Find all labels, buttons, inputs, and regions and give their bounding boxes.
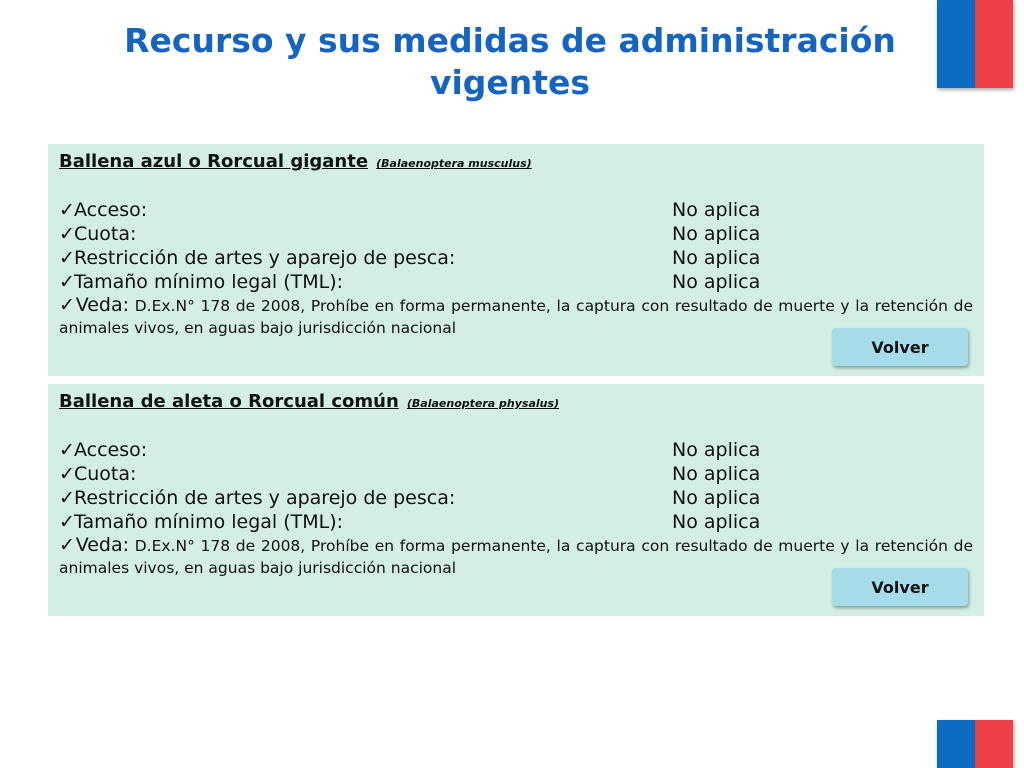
species-header — [59, 151, 532, 172]
flag-red-stripe — [975, 720, 1013, 768]
veda-text: D.Ex.N° 178 de 2008, Prohíbe en forma permanente, la captura con resultado de muerte y la retención de animales vivos, en aguas bajo jurisdicción nacional — [59, 297, 973, 337]
measure-row-tml — [59, 510, 979, 534]
measure-value: No aplica — [672, 247, 761, 269]
page-title-line1: Recurso y sus medidas de administración — [124, 21, 896, 60]
measure-label: Restricción de artes y aparejo de pesca: — [74, 487, 456, 509]
measure-label: Restricción de artes y aparejo de pesca: — [74, 247, 456, 269]
scientific-name: (Balaenoptera musculus) — [376, 157, 532, 170]
volver-button[interactable]: Volver — [832, 328, 968, 366]
measure-label: Tamaño mínimo legal (TML): — [74, 271, 344, 293]
chile-flag-logo-top — [937, 0, 1013, 88]
volver-button[interactable]: Volver — [832, 568, 968, 606]
veda-label: Veda: — [75, 534, 130, 556]
flag-blue-stripe — [937, 0, 975, 88]
checkmark-icon: ✓ — [59, 223, 75, 245]
measure-value: No aplica — [672, 487, 761, 509]
species-name: Ballena de aleta o Rorcual común — [59, 391, 399, 412]
flag-red-stripe — [975, 0, 1013, 88]
measure-label: Cuota: — [74, 463, 137, 485]
species-card-ballena-aleta — [48, 384, 984, 616]
page-title-line2: vigentes — [429, 63, 591, 102]
checkmark-icon: ✓ — [59, 463, 75, 485]
measure-row-restriccion — [59, 246, 979, 270]
measure-row-cuota — [59, 222, 979, 246]
checkmark-icon: ✓ — [59, 439, 75, 461]
checkmark-icon: ✓ — [59, 247, 75, 269]
measure-value: No aplica — [672, 271, 761, 293]
species-name: Ballena azul o Rorcual gigante — [59, 151, 369, 172]
page-title — [60, 20, 960, 104]
measure-row-cuota — [59, 462, 979, 486]
checkmark-icon: ✓ — [59, 534, 76, 556]
measure-row-acceso — [59, 198, 979, 222]
measure-value: No aplica — [672, 463, 761, 485]
measure-value: No aplica — [672, 223, 761, 245]
checkmark-icon: ✓ — [59, 294, 76, 316]
measure-value: No aplica — [672, 199, 761, 221]
veda-label: Veda: — [75, 294, 130, 316]
measure-value: No aplica — [672, 439, 761, 461]
measure-row-restriccion — [59, 486, 979, 510]
measure-label: Tamaño mínimo legal (TML): — [74, 511, 344, 533]
checkmark-icon: ✓ — [59, 511, 75, 533]
chile-flag-logo-bottom — [937, 720, 1013, 768]
measure-label: Cuota: — [74, 223, 137, 245]
measure-label: Acceso: — [74, 199, 148, 221]
flag-blue-stripe — [937, 720, 975, 768]
measure-label: Acceso: — [74, 439, 148, 461]
measure-row-acceso — [59, 438, 979, 462]
measure-value: No aplica — [672, 511, 761, 533]
checkmark-icon: ✓ — [59, 271, 75, 293]
checkmark-icon: ✓ — [59, 199, 75, 221]
species-header — [59, 391, 559, 412]
veda-text: D.Ex.N° 178 de 2008, Prohíbe en forma permanente, la captura con resultado de muerte y la retención de animales vivos, en aguas bajo jurisdicción nacional — [59, 537, 973, 577]
scientific-name: (Balaenoptera physalus) — [406, 397, 560, 410]
checkmark-icon: ✓ — [59, 487, 75, 509]
species-card-ballena-azul — [48, 144, 984, 376]
measure-row-tml — [59, 270, 979, 294]
